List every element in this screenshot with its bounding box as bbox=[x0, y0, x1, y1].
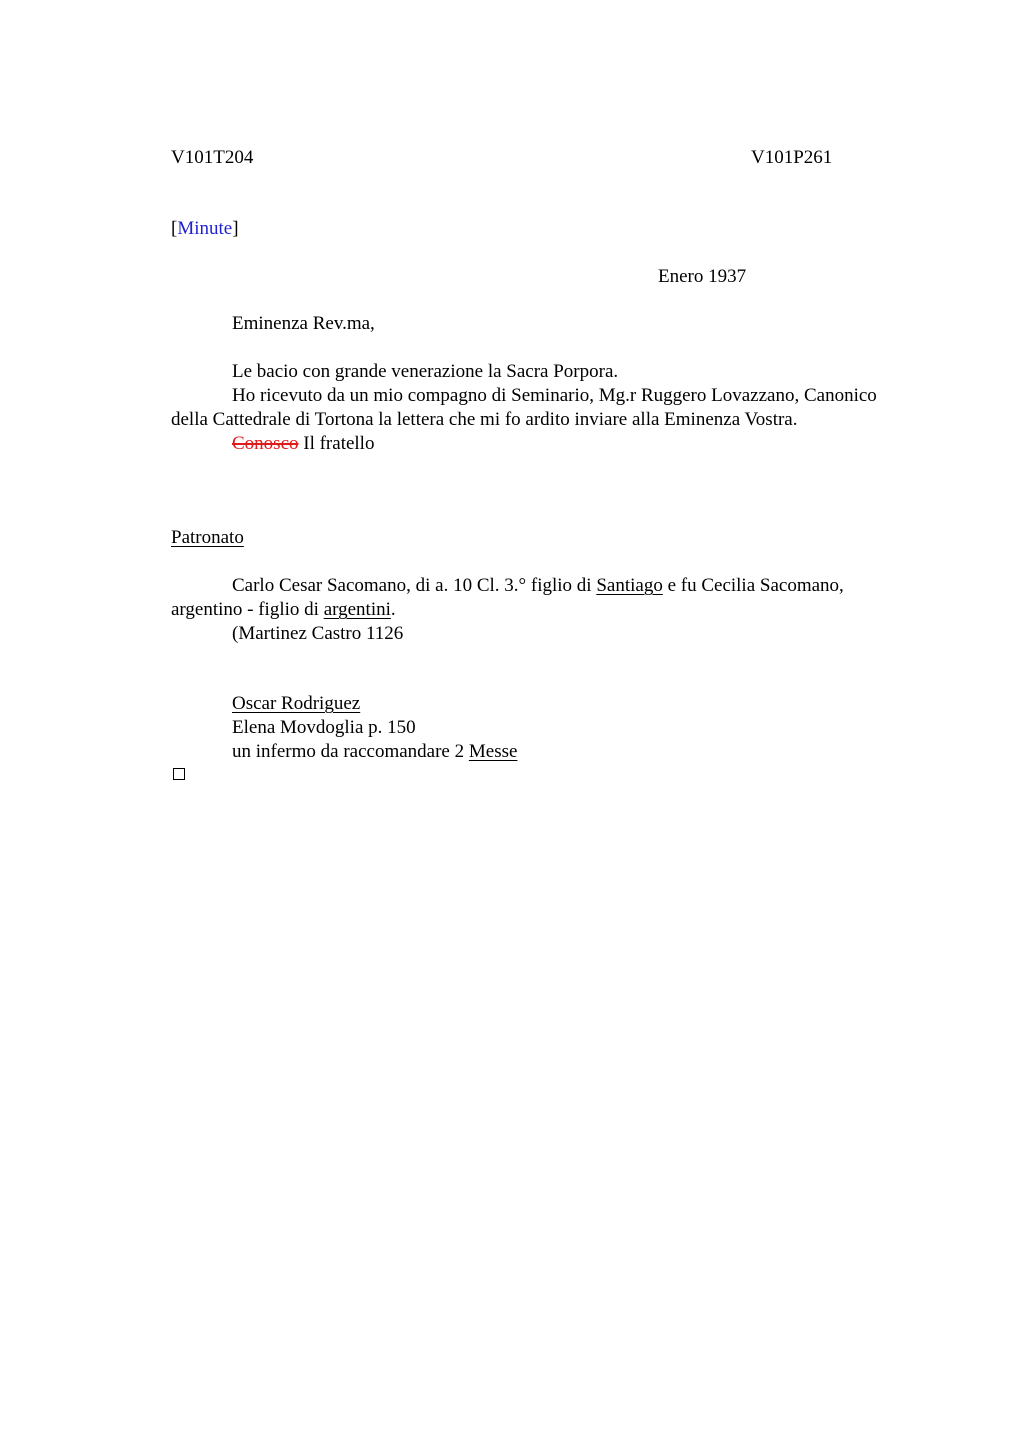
note-name: Oscar Rodriguez bbox=[232, 693, 361, 714]
checkbox[interactable] bbox=[173, 768, 185, 780]
minute-close-bracket: ] bbox=[232, 218, 239, 239]
note-line-3 bbox=[232, 740, 517, 764]
document-code-left: V101T204 bbox=[171, 147, 254, 168]
document-code-right: V101P261 bbox=[751, 147, 833, 168]
note-line-2: Elena Movdoglia p. 150 bbox=[232, 717, 416, 738]
letter-date: Enero 1937 bbox=[658, 266, 747, 287]
letter-line-2: Ho ricevuto da un mio compagno di Seminario, Mg.r Ruggero Lovazzano, Canonico della Cattedrale di Tortona la lettera che mi fo ardito inviare alla Eminenza Vostra. bbox=[171, 385, 877, 430]
after-struck-text: Il fratello bbox=[298, 433, 375, 454]
letter-line-3 bbox=[171, 432, 903, 456]
minute-link[interactable]: Minute bbox=[177, 218, 233, 239]
patronato-address: (Martinez Castro 1126 bbox=[232, 623, 404, 644]
patronato-heading: Patronato bbox=[171, 527, 244, 548]
entry-text-1: Carlo Cesar Sacomano, di a. 10 Cl. 3.° figlio di bbox=[232, 575, 597, 596]
letter-body bbox=[171, 360, 903, 456]
entry-santiago: Santiago bbox=[596, 575, 663, 596]
note-messe: Messe bbox=[468, 741, 518, 762]
minute-open-bracket: [ bbox=[171, 218, 178, 239]
entry-text-2: e fu Cecilia Sacomano, argentino - figlio di bbox=[171, 575, 844, 620]
struck-word: Conosco bbox=[232, 433, 299, 454]
entry-argentini: argentini bbox=[323, 599, 391, 620]
note-line-3-text: un infermo da raccomandare 2 bbox=[232, 741, 469, 762]
entry-end: . bbox=[390, 599, 396, 620]
letter-line-1: Le bacio con grande venerazione la Sacra Porpora. bbox=[232, 361, 619, 382]
minute-tag bbox=[171, 217, 239, 241]
letter-salutation: Eminenza Rev.ma, bbox=[232, 313, 375, 334]
patronato-entry bbox=[171, 574, 911, 622]
